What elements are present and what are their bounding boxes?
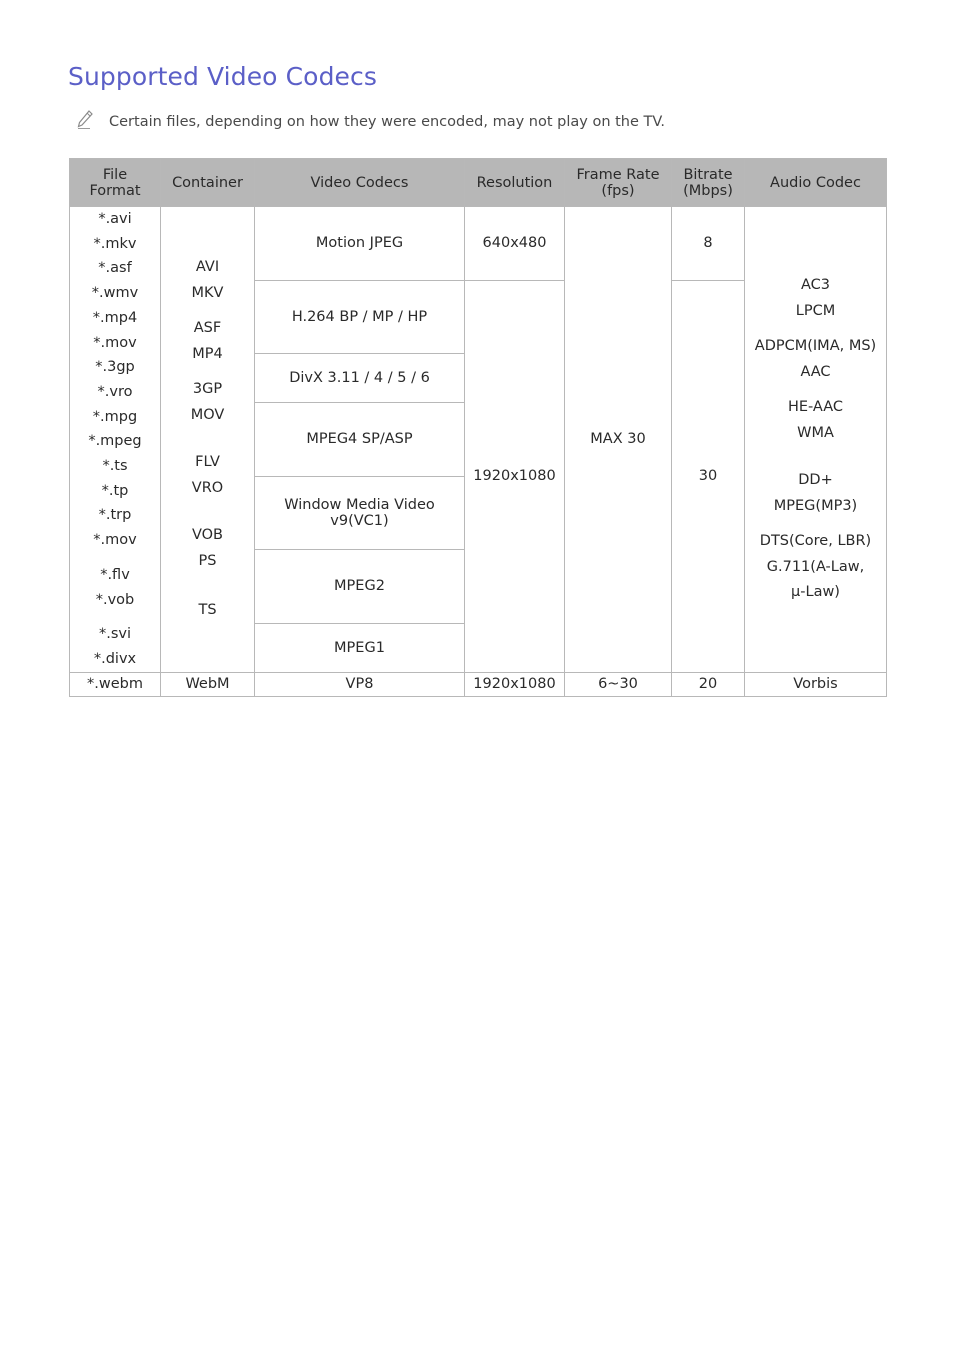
audio-codec-list (745, 207, 887, 673)
file-format-item: *.tp (101, 482, 129, 499)
container-item: ASF (193, 320, 222, 337)
container-item: MKV (191, 284, 224, 301)
file-format-item: *.mov (93, 532, 137, 549)
video-codec-2: DivX 3.11 / 4 / 5 / 6 (255, 354, 465, 403)
webm-file-format: *.webm (70, 672, 161, 697)
file-format-item: *.trp (98, 507, 132, 524)
audio-codec-item: DD+ (798, 472, 833, 489)
resolution-mjpeg: 640x480 (465, 207, 565, 281)
file-format-item: *.avi (98, 211, 132, 227)
container-item: 3GP (192, 381, 223, 398)
video-codec-6: MPEG1 (255, 623, 465, 672)
file-format-item: *.mpg (92, 408, 138, 425)
header-resolution: Resolution (465, 159, 565, 207)
audio-codec-item: μ-Law) (791, 584, 840, 601)
pencil-icon (76, 110, 94, 130)
audio-codec-item: ADPCM(IMA, MS) (754, 338, 877, 355)
video-codec-4: Window Media Video v9(VC1) (255, 476, 465, 550)
webm-frame-rate: 6~30 (565, 672, 672, 697)
container-item: TS (198, 602, 217, 619)
file-format-list (70, 207, 161, 673)
container-item: AVI (195, 259, 220, 276)
container-item: MOV (190, 406, 225, 423)
audio-codec-item: MPEG(MP3) (773, 497, 858, 514)
container-item: VOB (191, 527, 224, 544)
table-header-row (70, 159, 887, 207)
video-codec-5: MPEG2 (255, 550, 465, 624)
webm-container: WebM (161, 672, 255, 697)
file-format-item: *.3gp (95, 359, 135, 376)
header-audio-codec: Audio Codec (745, 159, 887, 207)
file-format-item: *.svi (98, 626, 132, 643)
audio-codec-item: HE-AAC (787, 399, 844, 416)
file-format-item: *.vro (97, 383, 133, 400)
webm-audio-codec: Vorbis (745, 672, 887, 697)
container-item: VRO (191, 479, 224, 496)
file-format-item: *.ts (102, 458, 128, 475)
audio-codec-item: WMA (797, 424, 834, 441)
file-format-item: *.mpeg (88, 433, 142, 450)
frame-rate-max: MAX 30 (565, 207, 672, 673)
note-text: Certain files, depending on how they were encoded, may not play on the TV. (109, 114, 666, 130)
header-file-format: File Format (70, 159, 161, 207)
file-format-item: *.mov (93, 334, 137, 351)
audio-codec-item: AC3 (800, 277, 830, 294)
header-frame-rate: Frame Rate (fps) (565, 159, 672, 207)
container-item: PS (198, 552, 217, 569)
file-format-item: *.flv (100, 566, 130, 583)
file-format-item: *.mkv (93, 235, 137, 252)
bitrate-mjpeg: 8 (672, 207, 745, 281)
video-codec-1: H.264 BP / MP / HP (255, 280, 465, 354)
file-format-item: *.asf (98, 260, 132, 277)
video-codec-0: Motion JPEG (255, 207, 465, 281)
header-bitrate: Bitrate (Mbps) (672, 159, 745, 207)
container-item: MP4 (192, 345, 223, 362)
webm-resolution: 1920x1080 (465, 672, 565, 697)
video-codec-3: MPEG4 SP/ASP (255, 403, 465, 477)
file-format-item: *.wmv (91, 285, 139, 302)
resolution-full-hd: 1920x1080 (465, 280, 565, 672)
bitrate-other: 30 (672, 280, 745, 672)
file-format-item: *.vob (95, 591, 135, 608)
container-item: FLV (195, 454, 220, 471)
webm-bitrate: 20 (672, 672, 745, 697)
audio-codec-item: LPCM (795, 302, 836, 319)
header-video-codecs: Video Codecs (255, 159, 465, 207)
container-list (161, 207, 255, 673)
audio-codec-item: DTS(Core, LBR) (759, 533, 872, 550)
audio-codec-item: G.711(A-Law, (766, 558, 865, 575)
file-format-item: *.mp4 (92, 309, 138, 326)
codec-table (69, 158, 887, 697)
audio-codec-item: AAC (800, 363, 831, 380)
webm-video-codec: VP8 (255, 672, 465, 697)
table-row-webm (70, 672, 887, 697)
file-format-item: *.divx (93, 650, 137, 667)
header-container: Container (161, 159, 255, 207)
page-title: Supported Video Codecs (68, 62, 377, 91)
